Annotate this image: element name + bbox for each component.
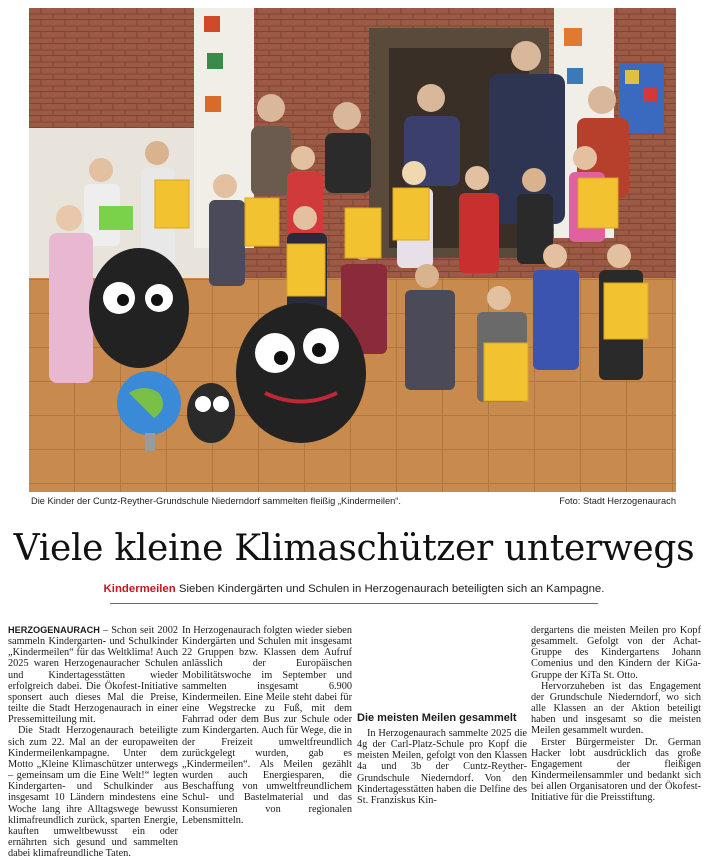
photo-caption: Die Kinder der Cuntz-Reyther-Grundschule Niederndorf sammelten fleißig „Kindermeilen“. bbox=[31, 496, 401, 506]
paragraph-1 bbox=[8, 625, 178, 725]
subline bbox=[0, 583, 708, 595]
paragraph-5: Hervorzuheben ist das Engagement der Grundschule Niederndorf, wo sich alle Klassen an der Aktion beteiligt haben und insgesamt so die meisten Meilen gesammelt wurden. bbox=[531, 680, 701, 737]
paragraph-4: In Herzogenaurach sammelte 2025 die 4g der Carl-Platz-Schule pro Kopf die meisten Meilen, gefolgt von den Klassen 4a und 3b der Cuntz-Reyther-Grundschule Niederndorf. Von den Kindertagesstätten haben die Delfine des St. Franziskus Kin- bbox=[357, 728, 527, 806]
subheadline: Die meisten Meilen gesammelt bbox=[357, 712, 517, 724]
article-column-3 bbox=[357, 625, 527, 823]
paragraph-6: Erster Bürgermeister Dr. German Hacker lobt ausdrücklich das große Engagement der fleißigen Kindermeilensammler und bedankt sich bei allen Organisatoren und der Ökofest-Initiative für die Preisstiftung. bbox=[531, 736, 701, 804]
article-column-4 bbox=[531, 625, 701, 823]
article-column-2 bbox=[182, 569, 352, 826]
dateline: HERZOGENAURACH bbox=[8, 625, 100, 635]
paragraph-1-text: – Schon seit 2002 sammeln Kindergarten- und Schulkinder „Kindermeilen“ für das Weltklima! Auch 2025 waren Herzogenauracher Schulen und Kindertagesstätten wieder erfolgreich dabei. Die Ökofest-Initiative sponsert auch dieses Mal die Preise, teilte die Stadt Herzogenaurach in einer Pressemitteilung mit. bbox=[8, 625, 178, 726]
kicker: Kindermeilen bbox=[103, 583, 176, 595]
article-photo bbox=[29, 8, 676, 492]
group-photo-illustration bbox=[29, 8, 676, 492]
paragraph-3: In Herzogenaurach folgten wieder sieben Kindergärten und Schulen mit insgesamt 22 Gruppen bzw. Klassen dem Aufruf anlässlich der Europäischen Mobilitätswoche im September und sammelten insgesamt 6.900 Kindermeilen. Eine Meile steht dabei für eine Wegstrecke zu Fuß, mit dem Fahrrad oder dem Bus zur Schule oder zum Kindergarten. Auch für Wege, die in der Freizeit umweltfreundlich zurückgelegt wurden, gab es „Kindermeilen“. Als Meilen gezählt wurden auch Energiesparen, die Beschaffung von umweltfreundlichem Schul- und Bastelmaterial und das Konsumieren von regionalen Lebensmitteln. bbox=[182, 625, 352, 826]
subline-text: Sieben Kindergärten und Schulen in Herzogenaurach beteiligten sich an Kampagne. bbox=[178, 583, 605, 595]
paragraph-4-continued: dergartens die meisten Meilen pro Kopf gesammelt. Gefolgt von der Achat-Gruppe des Kindergartens Johann Comenius und den Kindern der KiGa-Gruppe der KiTa St. Otto. bbox=[531, 625, 701, 681]
photo-credit: Foto: Stadt Herzogenaurach bbox=[559, 496, 676, 506]
photo-caption-bar bbox=[29, 495, 676, 509]
article-column-1 bbox=[8, 625, 178, 859]
headline: Viele kleine Klimaschützer unterwegs bbox=[13, 528, 695, 569]
paragraph-2: Die Stadt Herzogenaurach beteiligte sich zum 22. Mal an der europaweiten Kindermeilenkampagne. Unter dem Motto „Kleine Klimaschützer unterwegs – gemeinsam um die Eine Welt!“ legten Kindergarten- und Schulkinder aus insgesamt 10 Ländern mindestens eine Woche lang ihre Alltagswege bewusst klimafreundlich zurück, sparten Energie, kauften umweltbewusst ein oder ernährten sich gesund und sammelten dabei klimafreundliche Taten. bbox=[8, 725, 178, 859]
